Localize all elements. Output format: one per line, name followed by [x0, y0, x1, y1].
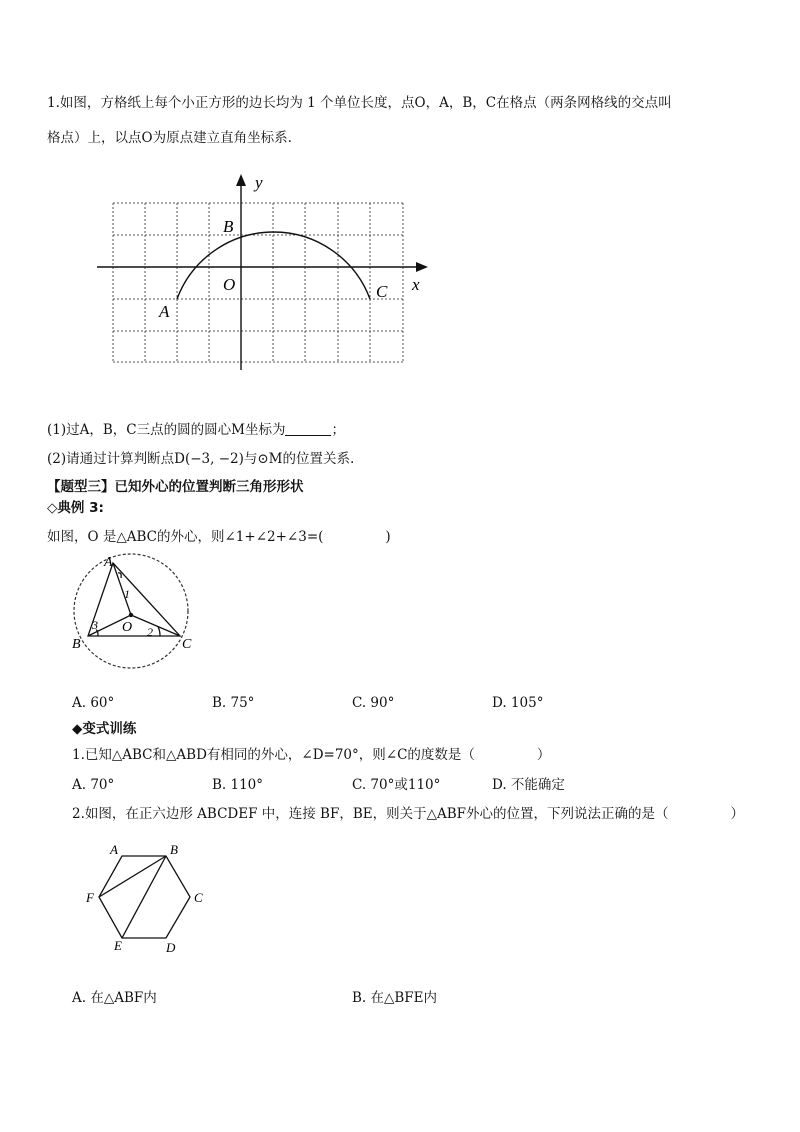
arc-abc	[177, 232, 370, 299]
label-b: B	[223, 217, 234, 236]
practice-q1: 1.已知△ABC和△ABD有相同的外心，∠D=70°，则∠C的度数是（ ）	[72, 747, 551, 763]
q1-part1: (1)过A，B，C三点的圆的圆心M坐标为 ；	[47, 422, 345, 438]
option-b: B. 75°	[212, 695, 255, 711]
answer-blank[interactable]	[285, 421, 331, 436]
example-label: ◇典例 3:	[47, 500, 104, 516]
option-a: A. 60°	[72, 695, 115, 711]
fig-label-1: 1	[124, 587, 130, 601]
label-y: y	[255, 173, 263, 192]
section-title: 【题型三】已知外心的位置判断三角形形状	[47, 479, 304, 495]
label-o: O	[223, 275, 236, 294]
practice-q1-option-a: A. 70°	[72, 777, 115, 793]
q1-line2: 格点）上，以点O为原点建立直角坐标系.	[47, 130, 292, 146]
fig-label-o: O	[122, 620, 133, 635]
practice-q1-option-b: B. 110°	[212, 777, 264, 793]
label-c: C	[376, 282, 388, 301]
grid-lines	[113, 203, 403, 362]
x-axis-arrow	[416, 262, 428, 272]
segment-bf	[99, 856, 166, 897]
hex-label-f: F	[86, 890, 94, 905]
circumcircle	[74, 554, 188, 668]
q1-part2: (2)请通过计算判断点D(−3, −2)与⊙M的位置关系.	[47, 451, 355, 467]
practice-q1-option-c: C. 70°或110°	[352, 777, 441, 793]
angle2-arc	[158, 627, 160, 636]
y-axis-arrow	[236, 174, 246, 186]
option-c: C. 90°	[352, 695, 395, 711]
hex-label-a: A	[110, 842, 118, 857]
label-a: A	[159, 302, 170, 321]
hex-label-d: D	[166, 940, 176, 955]
hex-label-c: C	[194, 890, 203, 905]
practice-q2: 2.如图，在正六边形 ABCDEF 中，连接 BF，BE，则关于△ABF外心的位置，下列说法正确的是（ ）	[72, 806, 745, 822]
hex-label-b: B	[170, 842, 178, 857]
fig-label-c: C	[182, 637, 192, 652]
q1-line1: 1.如图，方格纸上每个小正方形的边长均为 1 个单位长度，点O，A，B，C在格点（两条网格线的交点叫	[47, 95, 672, 111]
example-question: 如图，O 是△ABC的外心，则∠1+∠2+∠3=( )	[47, 529, 391, 545]
practice-q2-option-a: A. 在△ABF内	[72, 990, 157, 1006]
option-d: D. 105°	[492, 695, 544, 711]
segment-bo	[88, 615, 131, 636]
fig-label-3: 3	[92, 618, 98, 632]
fig-label-a: A	[104, 555, 113, 570]
triangle-abc	[88, 563, 180, 636]
segment-co	[131, 615, 180, 636]
fig-label-2: 2	[147, 625, 153, 639]
label-x: x	[412, 275, 420, 294]
hex-label-e: E	[114, 938, 122, 953]
practice-q2-option-b: B. 在△BFE内	[352, 990, 438, 1006]
practice-q1-option-d: D. 不能确定	[492, 777, 565, 793]
angle1-arc	[118, 573, 121, 578]
center-o-dot	[129, 613, 133, 617]
fig-label-b: B	[72, 637, 81, 652]
hexagon-abcdef	[99, 856, 190, 938]
angle3-arc	[96, 630, 98, 636]
segment-ao	[113, 563, 131, 615]
segment-be	[122, 856, 166, 938]
practice-title: ◆变式训练	[72, 721, 137, 737]
